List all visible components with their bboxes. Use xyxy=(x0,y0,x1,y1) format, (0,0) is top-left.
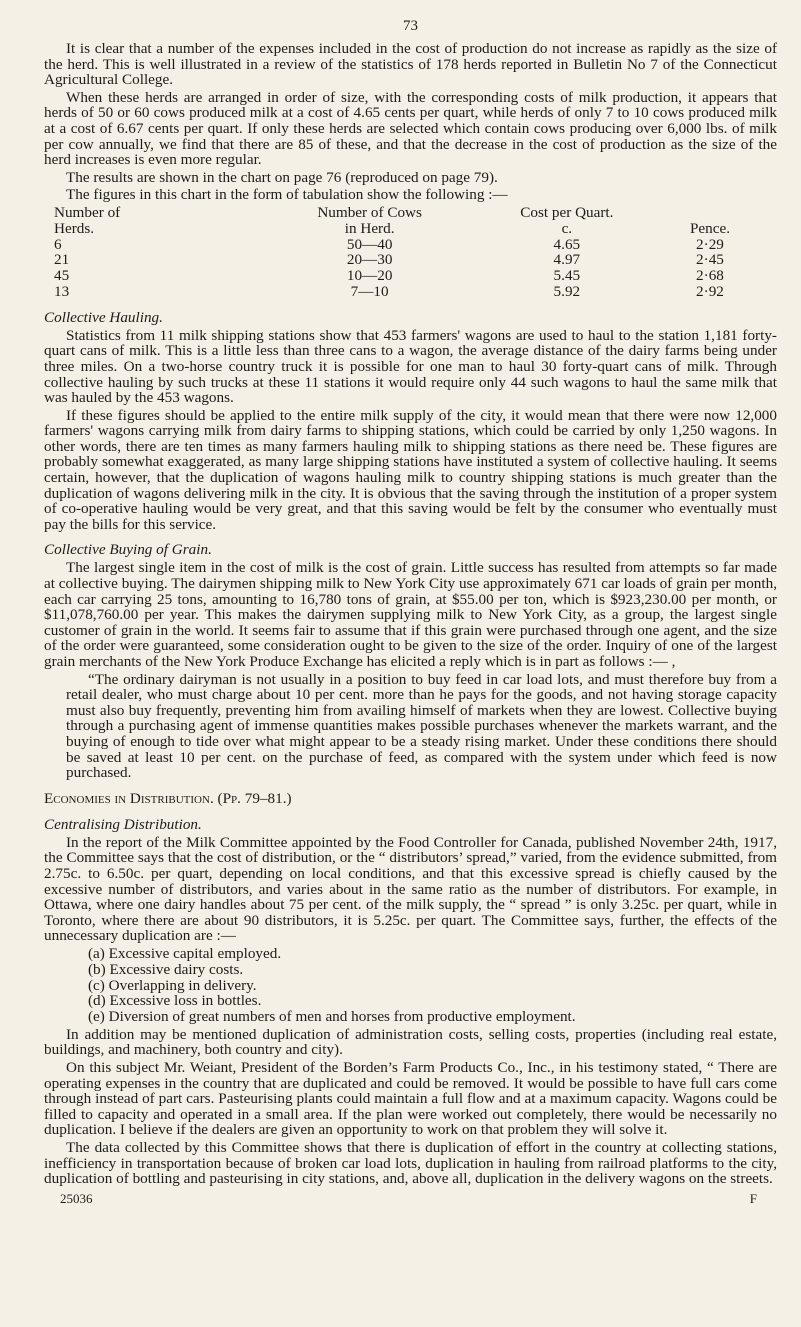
table-header-cell: Number of xyxy=(54,203,121,221)
table-header-cell: in Herd. xyxy=(344,219,395,237)
paragraph-weiant-testimony: On this subject Mr. Weiant, President of the Borden’s Farm Products Co., Inc., in his testimony stated, “ There are operating expenses in the country that are duplicated and could be removed. It would be possible to have full cars come through instead of part cars. Pasteurising plants could maintain a full flow and at a maximum capacity. Wagons could be filled to capacity and operated in a small area. If the plan were worked out completely, there would be necessarily no duplication. I believe if the dealers are given an opportunity to work on that problem they will solve it. xyxy=(44,1059,777,1139)
table-cell: 4.65 xyxy=(553,235,581,253)
table-row xyxy=(44,252,784,268)
table-header-cell xyxy=(636,205,784,221)
effects-list xyxy=(88,946,777,1025)
list-item: (a) Excessive capital employed. xyxy=(88,944,282,962)
paragraph-milk-committee: In the report of the Milk Committee appointed by the Food Controller for Canada, published November 24th, 1917, the Committee says that the cost of distribution, or the “ distributors’ spread,” varied, from the evidence submitted, from 2.75c. to 6.50c. per quart, depending on local conditions, and that this excessive spread is chiefly caused by the excessive number of distributors, and varies about in the same ratio as the number of distributors. For example, in Ottawa, where one dairy handles about 75 per cent. of the milk supply, the “ spread ” is only 3.25c. per quart, while in Toronto, where there are about 90 distributors, it is 5.25c. per quart. The Committee says, further, the effects of the unnecessary duplication are :— xyxy=(44,833,777,945)
paragraph-herd-size: When these herds are arranged in order of size, with the corresponding costs of milk production, it appears that herds of 50 or 60 cows produced milk at a cost of 4.65 cents per quart, while herds of only 7 to 10 cows produced milk at a cost of 6.67 cents per quart. If only these herds are selected which contain cows producing over 6,000 lbs. of milk per cow annually, we find that there are 85 of these, and that the decrease in the cost of production as the size of the herd increases is even more regular. xyxy=(44,88,777,169)
table-row xyxy=(44,268,784,284)
page-number: 73 xyxy=(403,18,418,34)
table-cell: 4.97 xyxy=(553,251,581,269)
table-row xyxy=(44,237,784,253)
page-footer xyxy=(44,1191,777,1207)
table-header-cell: Number of Cows xyxy=(317,203,422,221)
paragraph-hauling-city: If these figures should be applied to the entire milk supply of the city, it would mean that there were now 12,000 farmers' wagons carrying milk from dairy farms to shipping stations, which could be carried by only 1,250 wagons. In other words, there are ten times as many farmers hauling milk to shipping stations as there need be. These figures are probably somewhat exaggerated, as many large shipping stations have instituted a system of collective hauling. It seems certain, however, that the duplication of wagons hauling milk to country shipping stations is much greater than the duplication of wagons delivering milk in the city. It is obvious that the saving through the institution of a proper system of co-operative hauling would be very great, and that this saving would be felt by the consumer who eventually must pay the bills for this service. xyxy=(44,406,777,533)
table-cell: 2·68 xyxy=(696,267,724,285)
footer-print-number: 25036 xyxy=(60,1190,93,1206)
table-header-row xyxy=(44,205,784,221)
section-heading-hauling: Collective Hauling. xyxy=(44,308,163,326)
table-cell: 21 xyxy=(54,251,70,269)
table-cell: 5.92 xyxy=(553,282,581,300)
table-cell: 2·29 xyxy=(696,235,724,253)
paragraph-quote-dairyman: “The ordinary dairyman is not usually in a position to buy feed in car load lots, and must therefore buy from a retail dealer, who must charge about 10 per cent. more than he pays for the goods, and not having storage capacity must also buy frequently, preventing him from availing himself of markets when they are lowest. Collective buying through a purchasing agent of immense quantities makes possible purchases whenever the markets warrant, and the buying of enough to tide over what might appear to be a steady rising market. Under these conditions there should be saved at least 10 per cent. on the purchase of feed, as compared with the system under which feed is now purchased. xyxy=(66,670,777,782)
table-cell: 2·45 xyxy=(696,251,724,269)
section-heading-buying: Collective Buying of Grain. xyxy=(44,541,212,559)
table-row xyxy=(44,284,784,300)
section-heading-centralising: Centralising Distribution. xyxy=(44,815,202,833)
table-cell: 7—10 xyxy=(350,282,389,300)
list-item: (e) Diversion of great numbers of men and horses from productive employment. xyxy=(88,1008,576,1026)
paragraph-chart-reference: The results are shown in the chart on page 76 (reproduced on page 79). xyxy=(66,168,498,186)
paragraph-hauling-stats: Statistics from 11 milk shipping stations show that 453 farmers' wagons are used to haul to the station 1,181 forty-quart cans of milk. This is a little less than three cans to a wagon, the average distance of the dairy farms being under three miles. On a two-horse country truck it is possible for one man to haul 30 forty-quart cans of milk. Through collective hauling by such trucks at these 11 stations it would require only 44 such wagons to haul the same milk that was hauled by the 453 wagons. xyxy=(44,326,777,407)
table-header-cell: Cost per Quart. xyxy=(520,203,614,221)
footer-signature-mark: F xyxy=(749,1190,757,1206)
list-item: (b) Excessive dairy costs. xyxy=(88,960,244,978)
table-cell: 10—20 xyxy=(346,267,393,285)
table-header-row xyxy=(44,221,784,237)
paragraph-duplication: In addition may be mentioned duplication of administration costs, selling costs, properties (including real estate, buildings, and machinery, both country and city). xyxy=(44,1025,777,1059)
table-cell: 5.45 xyxy=(553,267,581,285)
herd-cost-table xyxy=(44,205,784,300)
paragraph-tabulation-intro: The figures in this chart in the form of tabulation show the following :— xyxy=(66,186,508,204)
section-heading-economies xyxy=(44,791,777,807)
table-header-cell: c. xyxy=(561,219,573,237)
paragraph-grain: The largest single item in the cost of milk is the cost of grain. Little success has resulted from attempts so far made at collective buying. The dairymen shipping milk to New York City use approximately 671 car loads of grain per month, each car carrying 25 tons, amounting to 16,780 tons of grain, at $55.00 per ton, which is $923,230.00 per month, or $11,078,760.00 per year. This makes the dairymen supplying milk to New York City, as a group, the largest single customer of grain in the world. It seems fair to assume that if this grain were purchased through one agent, and the size of the order were guaranteed, some consideration ought to be given to the size of the order. Inquiry of one of the largest grain merchants of the New York Produce Exchange has elicited a reply which is in part as follows :— , xyxy=(44,559,777,670)
table-cell: 6 xyxy=(54,235,62,253)
table-cell: 50—40 xyxy=(346,235,393,253)
table-cell: 2·92 xyxy=(696,282,724,300)
paragraph-committee-data: The data collected by this Committee shows that there is duplication of effort in the country at collecting stations, inefficiency in transportation because of broken car load lots, duplication in hauling from railroad platforms to the city, duplication of bottling and pasteurising in city stations, and, above all, duplication in the delivery wagons on the streets. xyxy=(44,1139,777,1188)
paragraph-intro: It is clear that a number of the expenses included in the cost of production do not increase as rapidly as the size of the herd. This is well illustrated in a review of the statistics of 178 herds reported in Bulletin No 7 of the Connecticut Agricultural College. xyxy=(44,40,777,89)
table-header-cell: Pence. xyxy=(689,219,730,237)
table-cell: 45 xyxy=(54,267,70,285)
list-item: (d) Excessive loss in bottles. xyxy=(88,992,262,1010)
table-cell: 13 xyxy=(54,282,70,300)
table-cell: 20—30 xyxy=(346,251,393,269)
economies-title: Economies in Distribution. xyxy=(44,789,214,807)
economies-pages: (Pp. 79–81.) xyxy=(217,789,292,807)
list-item: (c) Overlapping in delivery. xyxy=(88,976,257,994)
table-header-cell: Herds. xyxy=(54,219,95,237)
